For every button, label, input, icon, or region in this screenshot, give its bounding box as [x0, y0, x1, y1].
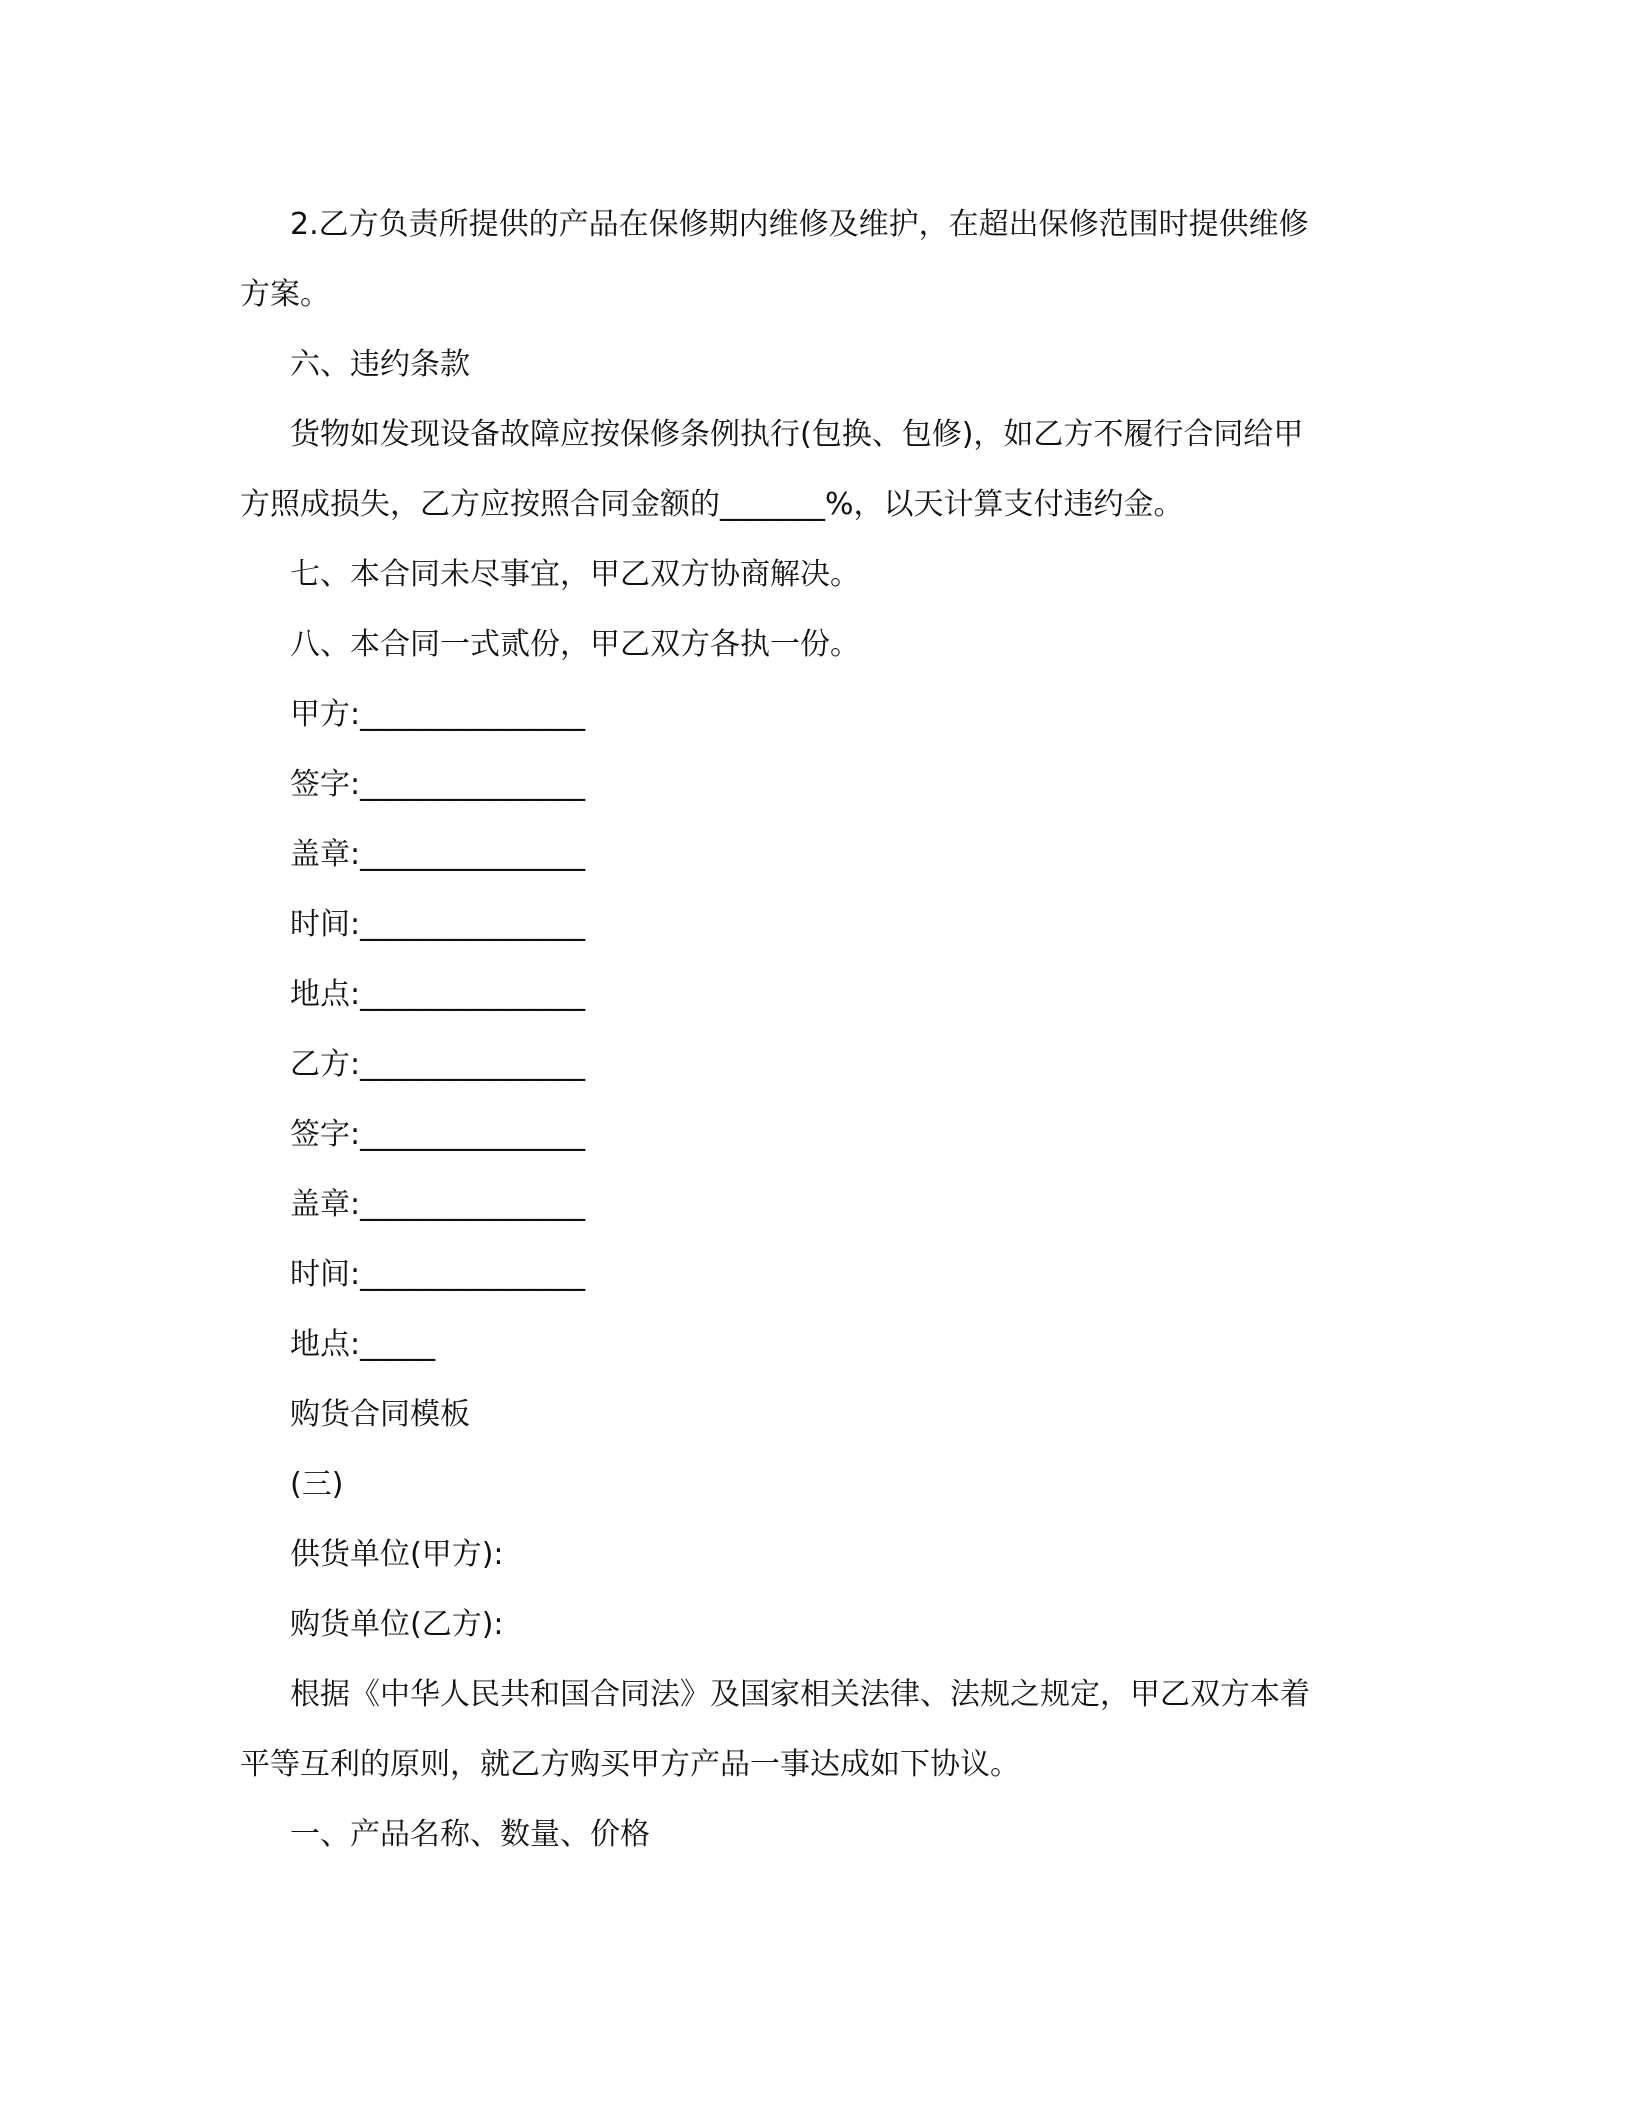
party-a-field: 甲方:_______________ — [290, 697, 586, 732]
section-heading-breach: 六、违约条款 — [290, 347, 470, 382]
breach-line-1: 货物如发现设备故障应按保修条例执行(包换、包修)，如乙方不履行合同给甲 — [290, 417, 1304, 452]
preamble-line-2: 平等互利的原则，就乙方购买甲方产品一事达成如下协议。 — [240, 1747, 1020, 1782]
party-a-place-field: 地点:_______________ — [290, 977, 586, 1012]
clause-2-line-1: 2.乙方负责所提供的产品在保修期内维修及维护，在超出保修范围时提供维修 — [290, 207, 1309, 242]
party-b-place-field: 地点:_____ — [290, 1327, 436, 1362]
section-heading-1: 一、产品名称、数量、价格 — [290, 1817, 650, 1852]
buyer-field: 购货单位(乙方): — [290, 1607, 504, 1642]
preamble-line-1: 根据《中华人民共和国合同法》及国家相关法律、法规之规定，甲乙双方本着 — [290, 1677, 1310, 1712]
template-number: (三) — [290, 1467, 344, 1502]
section-heading-7: 七、本合同未尽事宜，甲乙双方协商解决。 — [290, 557, 860, 592]
party-a-time-field: 时间:_______________ — [290, 907, 586, 942]
party-b-signature-field: 签字:_______________ — [290, 1117, 586, 1152]
party-b-time-field: 时间:_______________ — [290, 1257, 586, 1292]
party-b-field: 乙方:_______________ — [290, 1047, 586, 1082]
template-title: 购货合同模板 — [290, 1397, 470, 1432]
breach-line-2: 方照成损失，乙方应按照合同金额的_______%，以天计算支付违约金。 — [240, 487, 1184, 522]
party-b-seal-field: 盖章:_______________ — [290, 1187, 586, 1222]
party-a-signature-field: 签字:_______________ — [290, 767, 586, 802]
section-heading-8: 八、本合同一式贰份，甲乙双方各执一份。 — [290, 627, 860, 662]
supplier-field: 供货单位(甲方): — [290, 1537, 504, 1572]
party-a-seal-field: 盖章:_______________ — [290, 837, 586, 872]
clause-2-line-2: 方案。 — [240, 277, 330, 312]
